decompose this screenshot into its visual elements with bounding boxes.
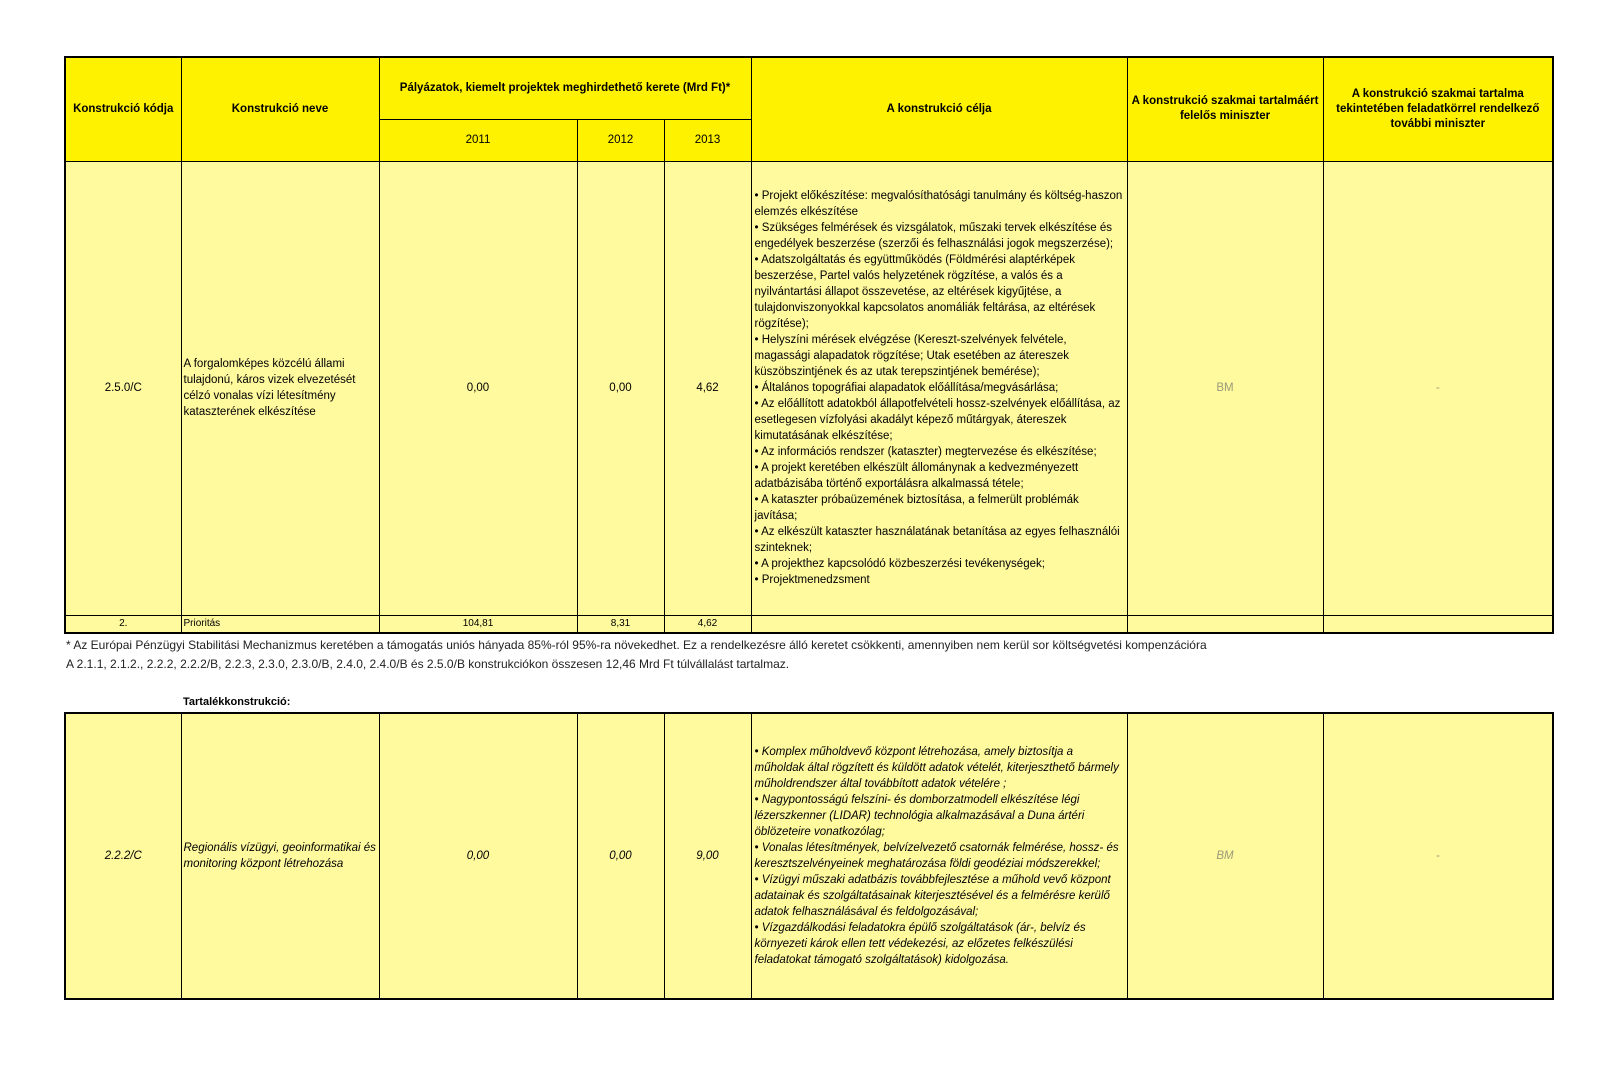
purpose-item: • Az előállított adatokból állapotfelvételi hossz-szelvények előállítása, az esetlegesen vízfolyási akadályt képező műtárgyak, átereszek kimutatásának elkészítése; bbox=[754, 398, 1121, 442]
purpose-item: • Projekt előkészítése: megvalósíthatósági tanulmány és költség-haszon elemzés elkészítése bbox=[754, 190, 1123, 218]
col-header-name: Konstrukció neve bbox=[181, 57, 379, 161]
footnote: * Az Európai Pénzügyi Stabilitási Mechanizmus keretében a támogatás uniós hányada 85%-ról 95%-ra növekedhet. Ez a rendelkezésre álló keretet csökkenti, amennyiben nem kerül sor költségvetési kompenzációra bbox=[66, 638, 1207, 652]
priority-2013: 4,62 bbox=[664, 615, 751, 633]
priority-purpose-empty bbox=[751, 615, 1127, 633]
purpose-item: • A projekthez kapcsolódó közbeszerzési tevékenységek; bbox=[754, 558, 1045, 570]
col-header-purpose: A konstrukció célja bbox=[751, 57, 1127, 161]
reserve-purpose bbox=[751, 713, 1127, 999]
reserve-value-2013: 9,00 bbox=[664, 713, 751, 999]
col-header-2011: 2011 bbox=[379, 119, 577, 161]
purpose-item: • Az információs rendszer (kataszter) megtervezése és elkészítése; bbox=[754, 446, 1097, 458]
reserve-other-minister: - bbox=[1323, 713, 1553, 999]
construction-code: 2.5.0/C bbox=[65, 161, 181, 615]
priority-label: Prioritás bbox=[181, 615, 379, 633]
table-row bbox=[65, 713, 1553, 999]
purpose-item: • Az elkészült kataszter használatának betanítása az egyes felhasználói szinteknek; bbox=[754, 526, 1120, 554]
purpose-item: • Vízügyi műszaki adatbázis továbbfejlesztése a műhold vevő központ adatainak és szolgáltatásainak kiterjesztésével és a felmérésre kerülő adatok felhasználásával és feldolgozásával; bbox=[754, 874, 1111, 918]
col-header-budget: Pályázatok, kiemelt projektek meghirdethető kerete (Mrd Ft)* bbox=[379, 57, 751, 119]
purpose-item: • Szükséges felmérések és vizsgálatok, műszaki tervek elkészítése és engedélyek beszerzése (szerzői és felhasználási jogok megszerzése); bbox=[754, 222, 1114, 250]
reserve-name: Regionális vízügyi, geoinformatikai és monitoring központ létrehozása bbox=[181, 713, 379, 999]
value-2013: 4,62 bbox=[664, 161, 751, 615]
col-header-code: Konstrukció kódja bbox=[65, 57, 181, 161]
overcommit-note: A 2.1.1, 2.1.2., 2.2.2, 2.2.2/B, 2.2.3, 2.3.0, 2.3.0/B, 2.4.0, 2.4.0/B és 2.5.0/B konstrukciókon összesen 12,46 Mrd Ft túlvállalást tartalmaz. bbox=[66, 657, 790, 671]
reserve-code: 2.2.2/C bbox=[65, 713, 181, 999]
reserve-minister: BM bbox=[1127, 713, 1323, 999]
purpose-item: • A kataszter próbaüzemének biztosítása, a felmerült problémák javítása; bbox=[754, 494, 1079, 522]
other-minister: - bbox=[1323, 161, 1553, 615]
reserve-title: Tartalékkonstrukció: bbox=[183, 696, 291, 708]
reserve-value-2011: 0,00 bbox=[379, 713, 577, 999]
col-header-other-minister: A konstrukció szakmai tartalma tekintetében feladatkörrel rendelkező további miniszter bbox=[1323, 57, 1553, 161]
reserve-table bbox=[64, 712, 1554, 1000]
purpose-item: • Általános topográfiai alapadatok előállítása/megvásárlása; bbox=[754, 382, 1059, 394]
purpose-item: • Vízgazdálkodási feladatokra épülő szolgáltatások (ár-, belvíz és környezeti károk ellen tett védekezési, az előzetes felkészülési feladatokat támogató szolgáltatások) kidolgozása. bbox=[754, 922, 1086, 966]
purpose-item: • Vonalas létesítmények, belvízelvezető csatornák felmérése, hossz- és keresztszelvényeinek meghatározása földi geodéziai módszerekkel; bbox=[754, 842, 1119, 870]
priority-minister-empty bbox=[1127, 615, 1323, 633]
col-header-minister: A konstrukció szakmai tartalmáért felelős miniszter bbox=[1127, 57, 1323, 161]
col-header-2012: 2012 bbox=[577, 119, 664, 161]
col-header-2013: 2013 bbox=[664, 119, 751, 161]
value-2011: 0,00 bbox=[379, 161, 577, 615]
construction-table bbox=[64, 56, 1554, 634]
table-row bbox=[65, 161, 1553, 615]
purpose-item: • Helyszíni mérések elvégzése (Kereszt-szelvények felvétele, magassági alapadatok rögzítése; Utak esetében az átereszek küszöbszintjének és az utak terepszintjének bemérése); bbox=[754, 334, 1070, 378]
priority-other-empty bbox=[1323, 615, 1553, 633]
purpose-item: • Komplex műholdvevő központ létrehozása, amely biztosítja a műholdak által rögzített és küldött adatok vételét, kiterjeszthető bármely műholdrendszer által továbbított adatok vételére ; bbox=[754, 746, 1119, 790]
purpose-item: • Projektmenedzsment bbox=[754, 574, 870, 586]
purpose-item: • Nagypontosságú felszíni- és domborzatmodell elkészítése légi lézerszkenner (LIDAR) technológia alkalmazásával a Duna ártéri öblözeteire vonatkozólag; bbox=[754, 794, 1085, 838]
construction-name: A forgalomképes közcélú állami tulajdonú, káros vizek elvezetését célzó vonalas vízi létesítmény kataszterének elkészítése bbox=[181, 161, 379, 615]
responsible-minister: BM bbox=[1127, 161, 1323, 615]
purpose-item: • Adatszolgáltatás és együttműködés (Földmérési alaptérképek beszerzése, Partel valós helyzetének rögzítése, a valós és a nyilvántartási állapot összevetése, az eltérések kigyűjtése, a tulajdonviszonyokkal kapcsolatos anomáliák feltárása, az eltérések rögzítése); bbox=[754, 254, 1096, 330]
reserve-value-2012: 0,00 bbox=[577, 713, 664, 999]
construction-purpose bbox=[751, 161, 1127, 615]
purpose-item: • A projekt keretében elkészült állománynak a kedvezményezett adatbázisába történő exportálásra alkalmassá tétele; bbox=[754, 462, 1079, 490]
value-2012: 0,00 bbox=[577, 161, 664, 615]
priority-code: 2. bbox=[65, 615, 181, 633]
priority-summary-row bbox=[65, 615, 1553, 633]
priority-2011: 104,81 bbox=[379, 615, 577, 633]
priority-2012: 8,31 bbox=[577, 615, 664, 633]
